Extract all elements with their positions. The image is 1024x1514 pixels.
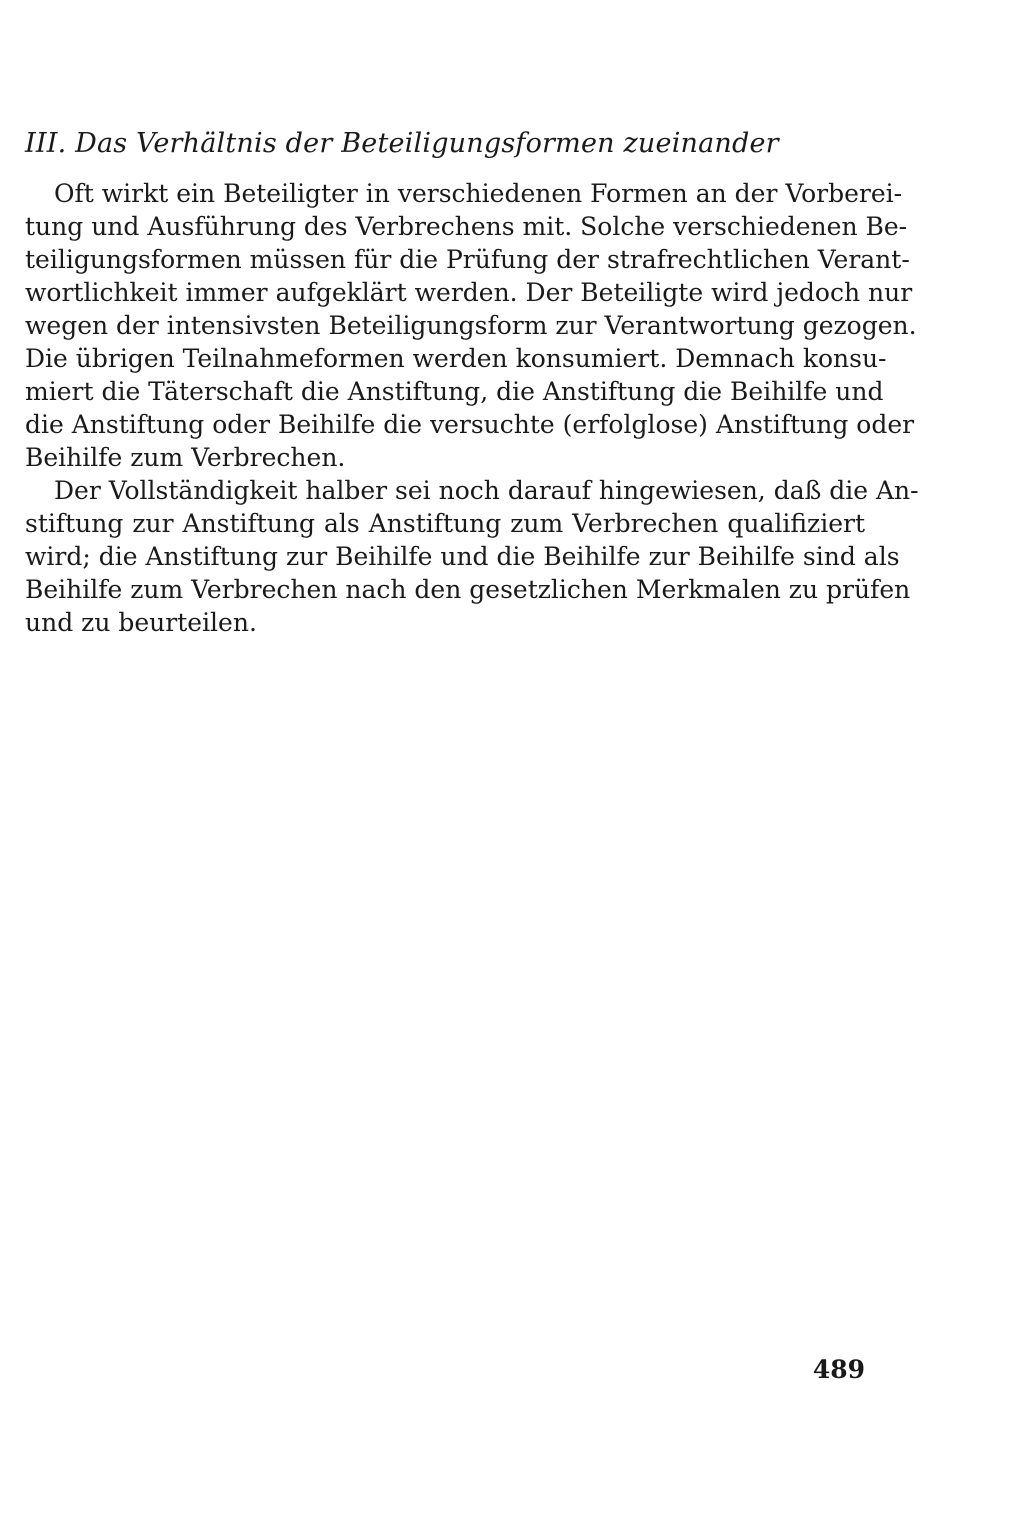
text-line: wortlichkeit immer aufgeklärt werden. Der Beteiligte wird jedoch nur [25, 278, 913, 307]
text-line: stiftung zur Anstiftung als Anstiftung zum Verbrechen qualifiziert [25, 509, 865, 538]
text-line: Der Vollständigkeit halber sei noch darauf hingewiesen, daß die An- [54, 476, 919, 505]
text-line: Die übrigen Teilnahmeformen werden konsumiert. Demnach konsu- [25, 344, 887, 373]
paragraph-2 [25, 474, 919, 639]
text-line: und zu beurteilen. [25, 608, 257, 637]
text-line: tung und Ausführung des Verbrechens mit. Solche verschiedenen Be- [25, 212, 908, 241]
text-line: die Anstiftung oder Beihilfe die versuchte (erfolglose) Anstiftung oder [25, 410, 915, 439]
text-line: Beihilfe zum Verbrechen nach den gesetzlichen Merkmalen zu prüfen [25, 575, 911, 604]
body-text [25, 177, 919, 639]
page-number: 489 [812, 1355, 865, 1384]
text-line: miert die Täterschaft die Anstiftung, die Anstiftung die Beihilfe und [25, 377, 884, 406]
text-line: wegen der intensivsten Beteiligungsform zur Verantwortung gezogen. [25, 311, 917, 340]
text-line: Oft wirkt ein Beteiligter in verschiedenen Formen an der Vorberei- [54, 179, 903, 208]
text-line: Beihilfe zum Verbrechen. [25, 443, 346, 472]
text-line: teiligungsformen müssen für die Prüfung der strafrechtlichen Verant- [25, 245, 910, 274]
text-line: wird; die Anstiftung zur Beihilfe und die Beihilfe zur Beihilfe sind als [25, 542, 900, 571]
paragraph-1 [25, 177, 917, 474]
section-heading: III. Das Verhältnis der Beteiligungsformen zueinander [25, 128, 779, 159]
